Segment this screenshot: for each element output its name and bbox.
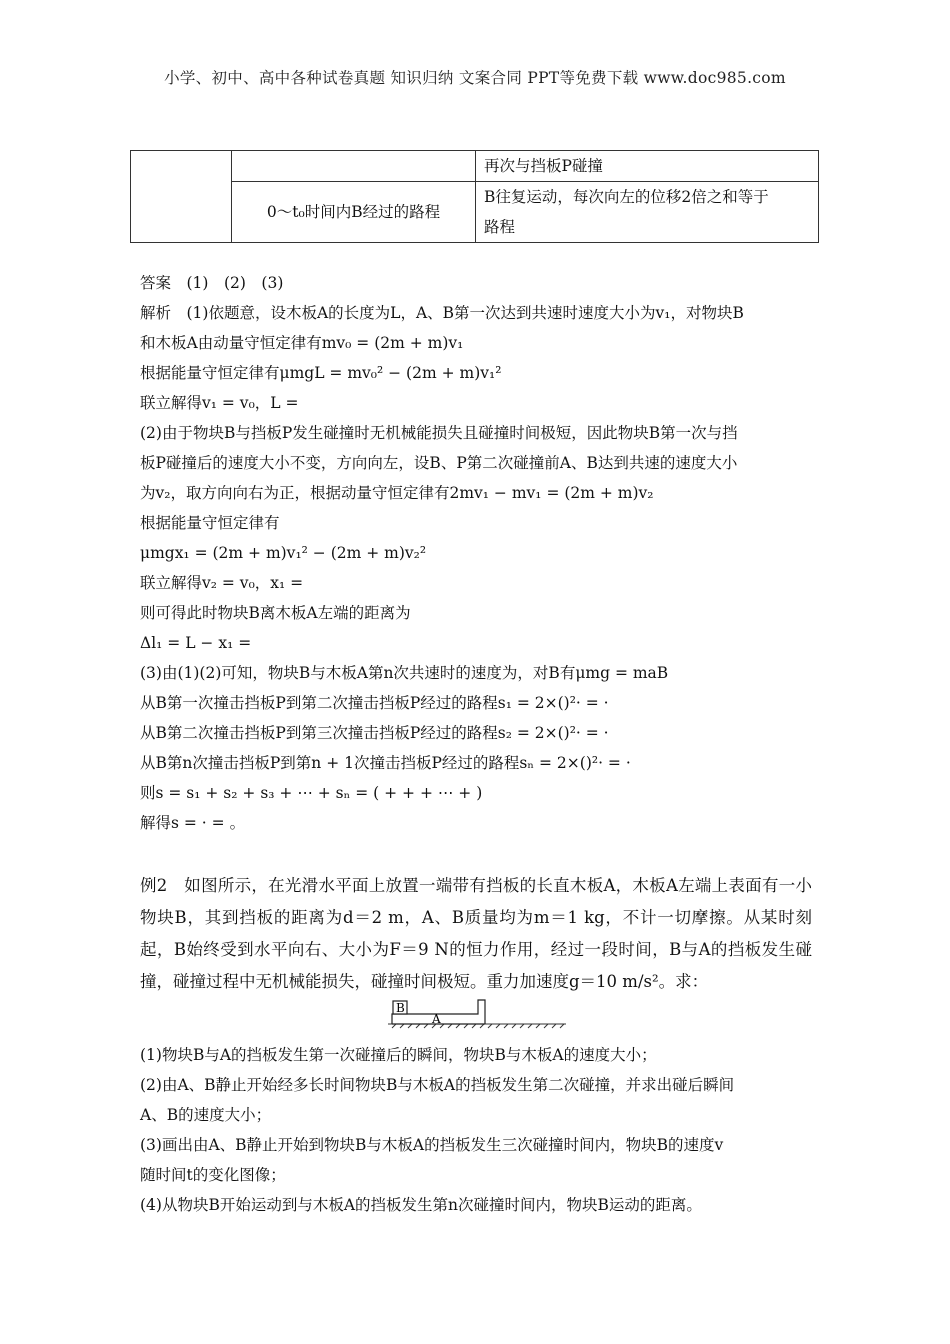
- question-line: A、B的速度大小；: [140, 1106, 272, 1124]
- question-line: (1)物块B与A的挡板发生第一次碰撞后的瞬间，物块B与木板A的速度大小；: [140, 1046, 657, 1064]
- table-cell-line: 路程: [484, 218, 516, 236]
- table-cell: 0～t₀时间内B经过的路程: [232, 182, 476, 243]
- board-block-figure: [386, 997, 568, 1031]
- answer-line: 从B第二次撞击挡板P到第三次撞击挡板P经过的路程s₂ = 2×()²· = ·: [140, 724, 609, 742]
- answer-line: 和木板A由动量守恒定律有mv₀ = (2m + m)v₁: [140, 334, 464, 352]
- answer-line: (3)由(1)(2)可知，物块B与木板A第n次共速时的速度为，对B有μmg = maB: [140, 664, 669, 682]
- question-line: (3)画出由A、B静止开始到物块B与木板A的挡板发生三次碰撞时间内，物块B的速度v: [140, 1136, 724, 1154]
- example-2-problem: 例2 如图所示，在光滑水平面上放置一端带有挡板的长直木板A，木板A左端上表面有一小物块B，其到挡板的距离为d＝2 m，A、B质量均为m＝1 kg，不计一切摩擦。从某时刻起，B始终受到水平向右、大小为F＝9 N的恒力作用，经过一段时间，B与A的挡板发生碰撞，碰撞过程中无机械能损失，碰撞时间极短。重力加速度g＝10 m/s²。求：: [140, 876, 812, 991]
- page-header: 小学、初中、高中各种试卷真题 知识归纳 文案合同 PPT等免费下载 www.doc985.com: [164, 69, 786, 87]
- answer-line: 从B第一次撞击挡板P到第二次撞击挡板P经过的路程s₁ = 2×()²· = ·: [140, 694, 609, 712]
- answer-line: (2)由于物块B与挡板P发生碰撞时无机械能损失且碰撞时间极短，因此物块B第一次与挡: [140, 424, 738, 442]
- answer-line: 解析 (1)依题意，设木板A的长度为L，A、B第一次达到共速时速度大小为v₁，对物块B: [140, 304, 744, 322]
- question-line: 随时间t的变化图像；: [140, 1166, 286, 1184]
- answer-line: 解得s = · = 。: [140, 814, 246, 832]
- questions: [140, 1040, 812, 1220]
- answer-line: 则s = s₁ + s₂ + s₃ + ⋯ + sₙ = ( + + + ⋯ + ): [140, 784, 483, 802]
- label-b: B: [396, 1001, 405, 1015]
- answer-line: 则可得此时物块B离木板A左端的距离为: [140, 604, 411, 622]
- table-cell: 再次与挡板P碰撞: [476, 151, 819, 182]
- answer-line: 为v₂，取方向向右为正，根据动量守恒定律有2mv₁ − mv₁ = (2m + m)v₂: [140, 484, 654, 502]
- question-line: (4)从物块B开始运动到与木板A的挡板发生第n次碰撞时间内，物块B运动的距离。: [140, 1196, 702, 1214]
- label-a: A: [432, 1012, 441, 1026]
- answer-line: 板P碰撞后的速度大小不变，方向向左，设B、P第二次碰撞前A、B达到共速的速度大小: [140, 454, 738, 472]
- answer-line: μmgx₁ = (2m + m)v₁² − (2m + m)v₂²: [140, 544, 427, 562]
- table-row: [131, 182, 819, 243]
- table-cell: [131, 151, 232, 243]
- answer-line: 从B第n次撞击挡板P到第n + 1次撞击挡板P经过的路程sₙ = 2×()²· = ·: [140, 754, 631, 772]
- table-cell-line: B往复运动，每次向左的位移2倍之和等于: [484, 188, 769, 206]
- table-row: [131, 151, 819, 182]
- question-line: (2)由A、B静止开始经多长时间物块B与木板A的挡板发生第二次碰撞，并求出碰后瞬间: [140, 1076, 735, 1094]
- answer-section: [140, 268, 812, 838]
- answer-line: 答案 (1) (2) (3): [140, 274, 284, 292]
- answer-line: 根据能量守恒定律有μmgL = mv₀² − (2m + m)v₁²: [140, 364, 502, 382]
- answer-line: 联立解得v₁ = v₀，L =: [140, 394, 299, 412]
- table-cell: [232, 151, 476, 182]
- answer-line: 联立解得v₂ = v₀，x₁ =: [140, 574, 304, 592]
- answer-line: Δl₁ = L − x₁ =: [140, 634, 252, 652]
- analysis-table: [130, 150, 819, 243]
- table-cell: [476, 182, 819, 243]
- answer-line: 根据能量守恒定律有: [140, 514, 280, 532]
